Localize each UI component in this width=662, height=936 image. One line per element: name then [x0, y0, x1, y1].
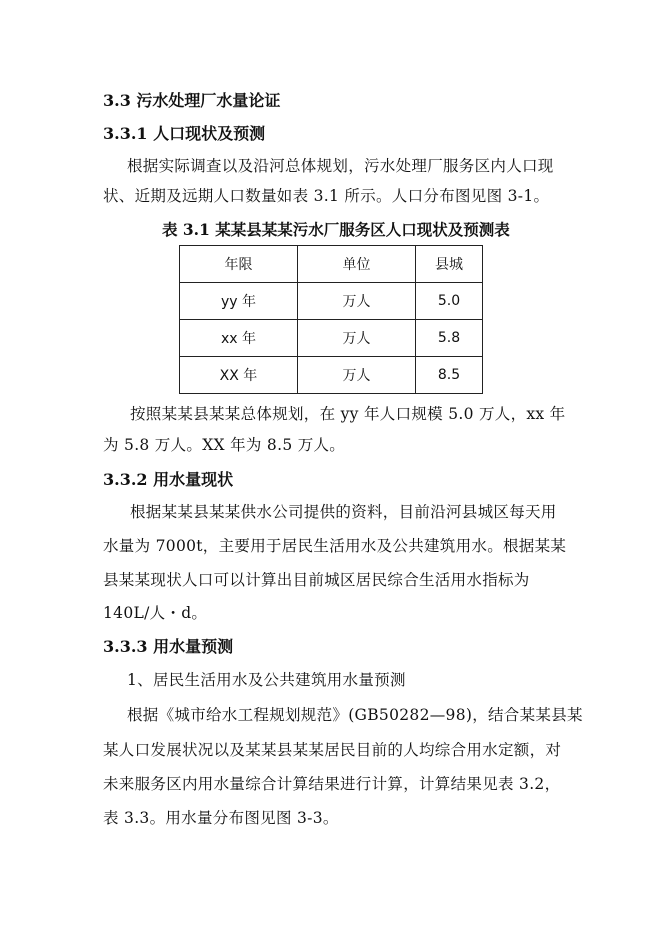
paragraph-3-line-4: 140L/人・d。: [103, 604, 208, 622]
paragraph-3-line-2: 水量为 7000t，主要用于居民生活用水及公共建筑用水。根据某某: [103, 537, 567, 555]
paragraph-2-line-1: 按照某某县某某总体规划，在 yy 年人口规模 5.0 万人，xx 年: [130, 405, 566, 423]
table-row: [180, 283, 483, 320]
section-heading-3-3-3: 3.3.3 用水量预测: [103, 637, 234, 656]
table-header-row: [180, 246, 483, 283]
table-caption: 表 3.1 某某县某某污水厂服务区人口现状及预测表: [162, 220, 510, 239]
list-item-1: 1、居民生活用水及公共建筑用水量预测: [127, 671, 406, 689]
table-cell: 5.8: [416, 320, 483, 357]
paragraph-4-line-4: 表 3.3。用水量分布图见图 3-3。: [103, 809, 339, 827]
table-row: [180, 320, 483, 357]
table-header-cell: 年限: [180, 246, 298, 283]
table-cell: xx 年: [180, 320, 298, 357]
table-cell: 8.5: [416, 357, 483, 394]
table-header-cell: 县城: [416, 246, 483, 283]
table-row: [180, 357, 483, 394]
paragraph-1-line-1: 根据实际调查以及沿河总体规划，污水处理厂服务区内人口现: [127, 157, 554, 175]
table-cell: yy 年: [180, 283, 298, 320]
table-cell: 万人: [298, 283, 416, 320]
paragraph-1-line-2: 状、近期及远期人口数量如表 3.1 所示。人口分布图见图 3-1。: [103, 187, 550, 205]
section-heading-3-3: 3.3 污水处理厂水量论证: [103, 91, 281, 110]
paragraph-4-line-2: 某人口发展状况以及某某县某某居民目前的人均综合用水定额，对: [103, 741, 562, 759]
population-table: [179, 245, 483, 394]
section-heading-3-3-1: 3.3.1 人口现状及预测: [103, 124, 266, 143]
table-cell: XX 年: [180, 357, 298, 394]
paragraph-4-line-3: 未来服务区内用水量综合计算结果进行计算，计算结果见表 3.2，: [103, 775, 561, 793]
paragraph-2-line-2: 为 5.8 万人。XX 年为 8.5 万人。: [103, 436, 346, 454]
table-cell: 万人: [298, 320, 416, 357]
paragraph-3-line-1: 根据某某县某某供水公司提供的资料，目前沿河县城区每天用: [130, 503, 557, 521]
section-heading-3-3-2: 3.3.2 用水量现状: [103, 470, 234, 489]
table-header-cell: 单位: [298, 246, 416, 283]
paragraph-4-line-1: 根据《城市给水工程规划规范》(GB50282—98)，结合某某县某: [127, 706, 583, 724]
table-cell: 万人: [298, 357, 416, 394]
paragraph-3-line-3: 县某某现状人口可以计算出目前城区居民综合生活用水指标为: [103, 571, 530, 589]
table-cell: 5.0: [416, 283, 483, 320]
